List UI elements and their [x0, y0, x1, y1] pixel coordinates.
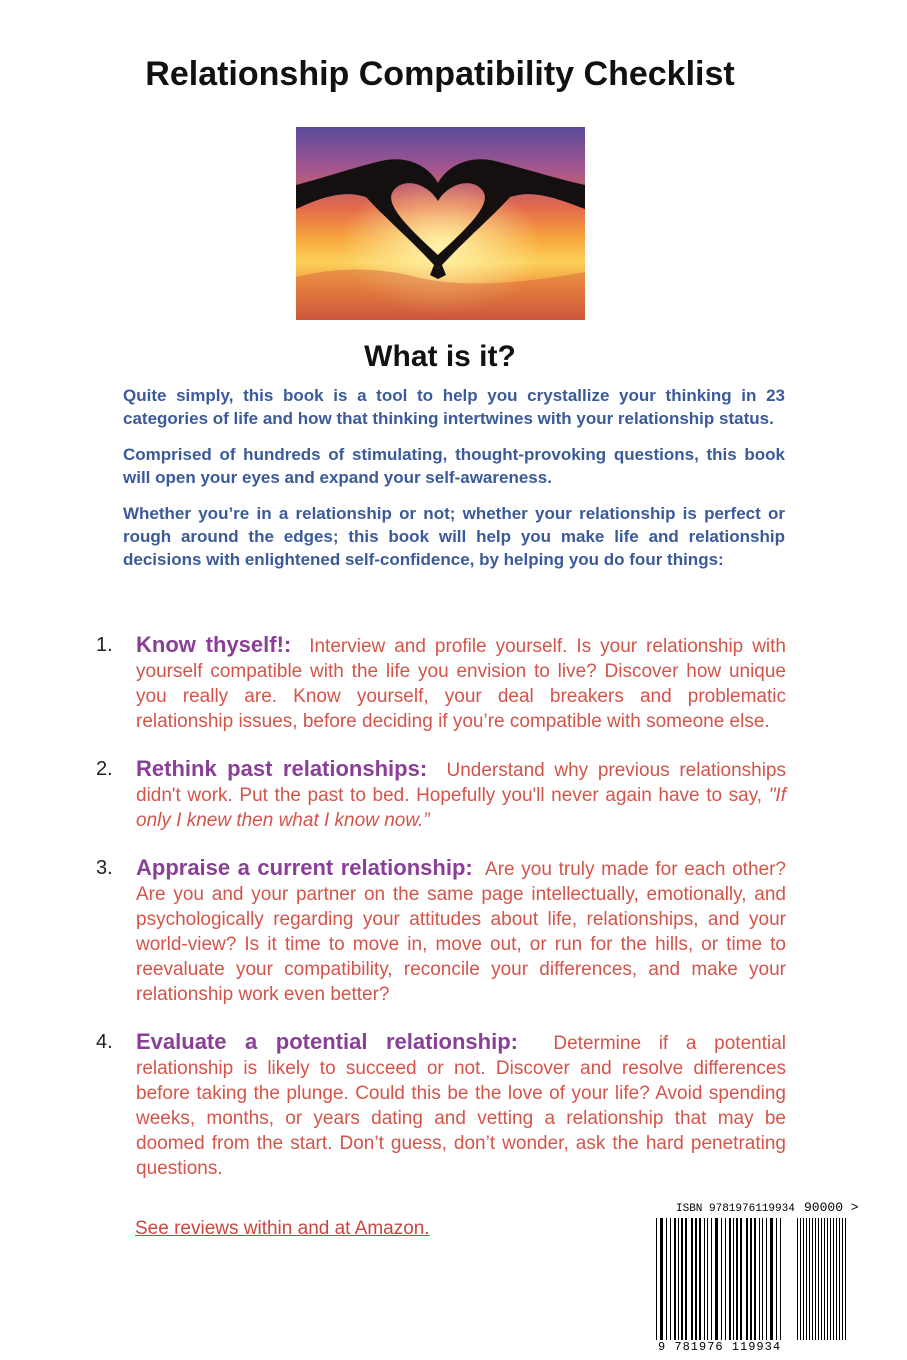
list-item	[96, 756, 786, 833]
barcode-bar	[762, 1218, 763, 1340]
barcode-bar	[827, 1218, 828, 1340]
barcode-bar	[695, 1218, 697, 1340]
barcode-bar	[839, 1218, 840, 1340]
list-item	[96, 1029, 786, 1181]
item-heading: Rethink past relationships:	[136, 756, 428, 781]
barcode-bar	[809, 1218, 810, 1340]
barcode-bar	[842, 1218, 843, 1340]
isbn-digits: 9 781976 119934	[658, 1340, 782, 1354]
barcode-bar	[833, 1218, 834, 1340]
item-text: Interview and profile yourself. Is your relationship with yourself compatible with the life you envision to live? Discover how unique you really are. Know yourself, your deal breakers and problematic relationship issues, before deciding if you’re compatible with someone else.	[136, 636, 786, 732]
barcode-bar	[800, 1218, 801, 1340]
addon-barcode	[797, 1218, 849, 1340]
reviews-link[interactable]: See reviews within and at Amazon.	[135, 1218, 430, 1239]
barcode-bar	[766, 1218, 767, 1340]
barcode-bar	[836, 1218, 837, 1340]
barcode-bar	[750, 1218, 752, 1340]
list-item	[96, 632, 786, 734]
barcode-bar	[681, 1218, 683, 1340]
item-number: 4.	[96, 1031, 113, 1053]
barcode-bar	[818, 1218, 819, 1340]
barcode-bar	[740, 1218, 742, 1340]
barcode-bar	[670, 1218, 671, 1340]
barcode-bar	[746, 1218, 748, 1340]
barcode-bar	[770, 1218, 773, 1340]
barcode-bar	[845, 1218, 846, 1340]
item-text: Are you truly made for each other? Are you and your partner on the same page intellectually, emotionally, and psychologically regarding your attitudes about life, relationships, and your world-view? Is it time to move in, move out, or run for the hills, or time to reevaluate your compatibility, reconcile your differences, and make your relationship work even better?	[136, 859, 786, 1005]
barcode-bar	[711, 1218, 712, 1340]
intro-text	[123, 384, 785, 584]
barcode-bar	[797, 1218, 798, 1340]
barcode-bar	[685, 1218, 687, 1340]
barcode-bar	[821, 1218, 822, 1340]
barcode-bar	[704, 1218, 705, 1340]
item-heading: Appraise a current relationship:	[136, 855, 473, 880]
barcode-bar	[830, 1218, 831, 1340]
item-number: 3.	[96, 857, 113, 879]
barcode-bar	[824, 1218, 825, 1340]
barcode-bar	[721, 1218, 722, 1340]
barcode-bar	[674, 1218, 676, 1340]
barcode-bar	[656, 1218, 657, 1340]
barcode-bar	[660, 1218, 663, 1340]
item-number: 2.	[96, 758, 113, 780]
item-text: Understand why previous relationships didn't work. Put the past to bed. Hopefully you'll never again have to say,	[136, 760, 786, 806]
barcode-bar	[729, 1218, 731, 1340]
benefit-list	[96, 632, 786, 1203]
page-title: Relationship Compatibility Checklist	[145, 55, 735, 93]
item-heading: Know thyself!:	[136, 632, 292, 657]
list-item	[96, 855, 786, 1007]
barcode-bar	[725, 1218, 726, 1340]
barcode-bar	[806, 1218, 807, 1340]
barcode-bar	[803, 1218, 804, 1340]
price-addon-label: 90000 >	[804, 1200, 859, 1215]
section-heading: What is it?	[364, 340, 516, 373]
intro-paragraph: Quite simply, this book is a tool to help you crystallize your thinking in 23 categories of life and how that thinking intertwines with your relationship status.	[123, 386, 785, 428]
barcode-bar	[715, 1218, 718, 1340]
barcode-bar	[759, 1218, 760, 1340]
barcode-bar	[699, 1218, 701, 1340]
barcode-bar	[733, 1218, 734, 1340]
intro-paragraph: Whether you’re in a relationship or not; whether your relationship is perfect or rough around the edges; this book will help you make life and relationship decisions with enlightened self-confidence, by helping you do four things:	[123, 504, 785, 569]
cover-photo	[296, 127, 585, 320]
isbn-label: ISBN 9781976119934	[676, 1203, 795, 1215]
item-number: 1.	[96, 634, 113, 656]
barcode-bar	[666, 1218, 667, 1340]
barcode-bar	[812, 1218, 813, 1340]
barcode-bar	[678, 1218, 679, 1340]
item-quote: "If only I knew then what I know now.”	[136, 785, 786, 831]
isbn-barcode	[656, 1218, 784, 1340]
barcode-bar	[815, 1218, 816, 1340]
heart-hands-sunset-icon	[296, 127, 585, 320]
item-text: Determine if a potential relationship is likely to succeed or not. Discover and resolve differences before taking the plunge. Could this be the love of your life? Avoid spending weeks, months, or years dating and vetting a relationship that may be doomed from the start. Don’t guess, don’t wonder, ask the hard penetrating questions.	[136, 1033, 786, 1179]
barcode-bar	[707, 1218, 708, 1340]
item-heading: Evaluate a potential relationship:	[136, 1029, 518, 1054]
barcode-bar	[776, 1218, 777, 1340]
intro-paragraph: Comprised of hundreds of stimulating, thought-provoking questions, this book will open your eyes and expand your self-awareness.	[123, 445, 785, 487]
barcode-bar	[691, 1218, 693, 1340]
barcode-bar	[780, 1218, 781, 1340]
barcode-bar	[736, 1218, 738, 1340]
barcode-bar	[754, 1218, 756, 1340]
